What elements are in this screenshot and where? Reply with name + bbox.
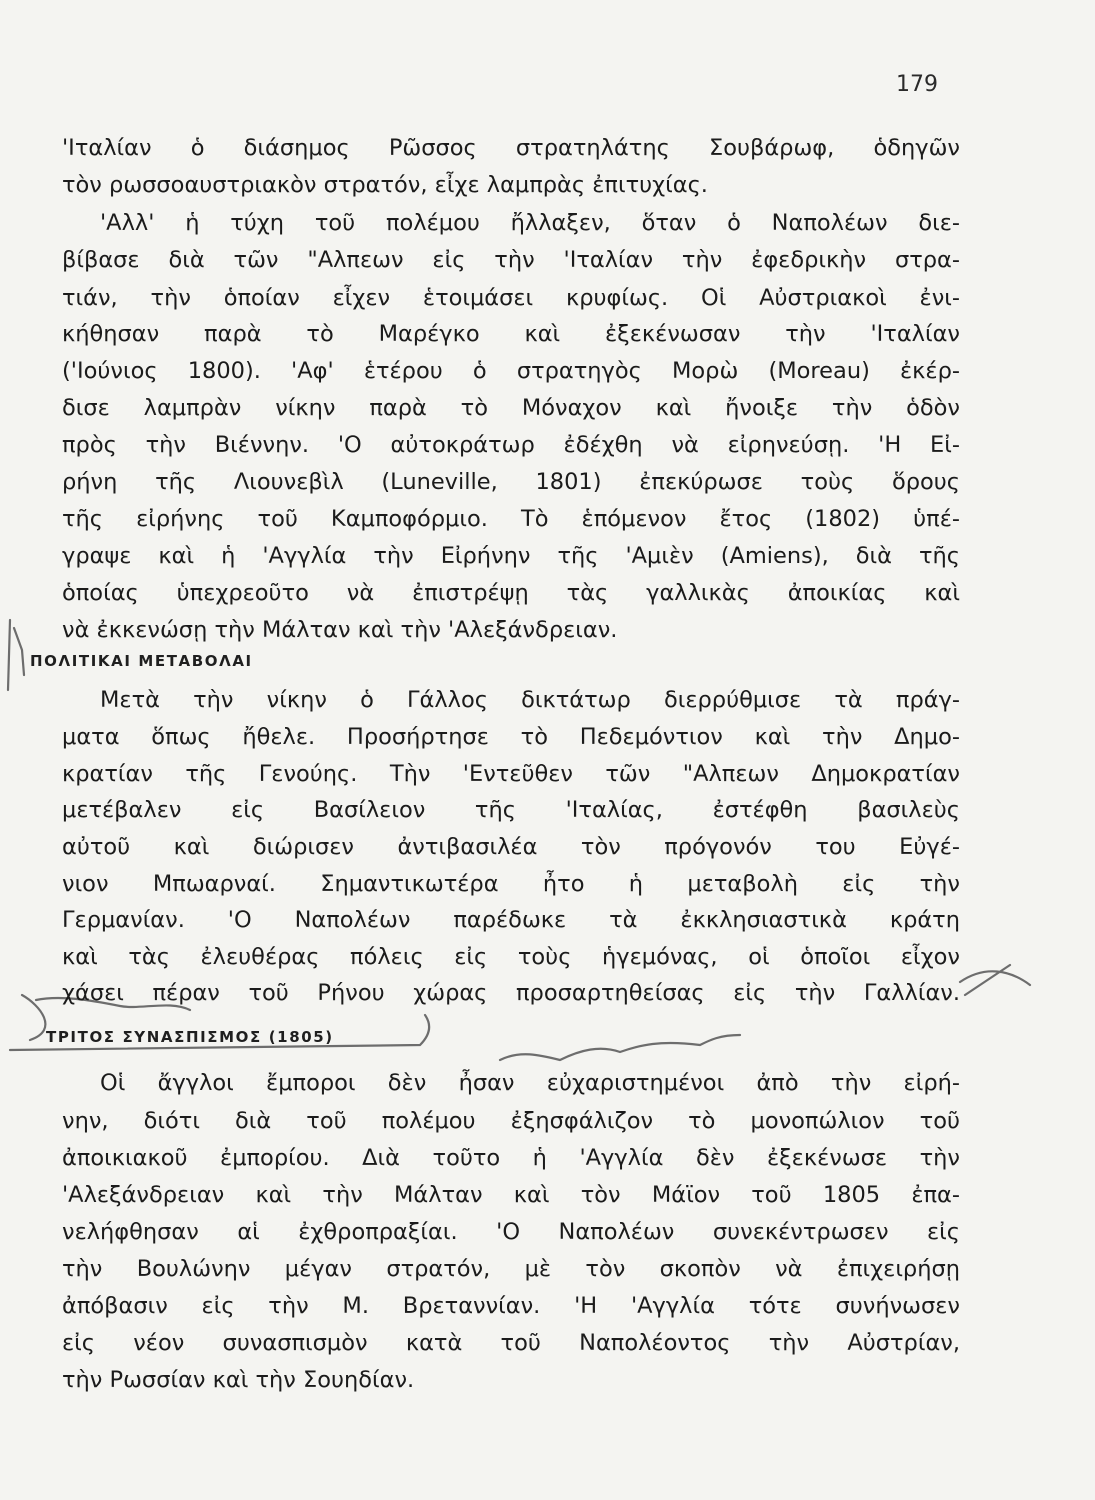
text-line: ματα ὅπως ἤθελε. Προσήρτησε τὸ Πεδεμόντιον καὶ τὴν Δημο- xyxy=(62,724,960,750)
section-heading: ΤΡΙΤΟΣ ΣΥΝΑΣΠΙΣΜΟΣ (1805) xyxy=(46,1028,334,1046)
text-line: ὁποίας ὑπεχρεοῦτο νὰ ἐπιστρέψῃ τὰς γαλλικὰς ἀποικίας καὶ xyxy=(62,580,960,606)
text-line: ἀποικιακοῦ ἐμπορίου. Διὰ τοῦτο ἡ 'Αγγλία δὲν ἐξεκένωσε τὴν xyxy=(62,1145,960,1171)
text-line: καὶ τὰς ἐλευθέρας πόλεις εἰς τοὺς ἡγεμόνας, οἱ ὁποῖοι εἶχον xyxy=(62,944,960,970)
text-line: Γερμανίαν. 'Ο Ναπολέων παρέδωκε τὰ ἐκκλησιαστικὰ κράτη xyxy=(62,907,960,933)
text-line: ('Ιούνιος 1800). 'Αφ' ἑτέρου ὁ στρατηγὸς Μορὼ (Moreau) ἐκέρ- xyxy=(62,358,960,384)
text-line: πρὸς τὴν Βιέννην. 'Ο αὐτοκράτωρ ἐδέχθη νὰ εἰρηνεύσῃ. 'Η Εἰ- xyxy=(62,432,960,458)
text-line: νιον Μπωαρναί. Σημαντικωτέρα ἦτο ἡ μεταβολὴ εἰς τὴν xyxy=(62,871,960,897)
text-line: Οἱ ἄγγλοι ἔμποροι δὲν ἦσαν εὐχαριστημένοι ἀπὸ τὴν εἰρή- xyxy=(100,1070,960,1096)
text-line: νην, διότι διὰ τοῦ πολέμου ἐξησφάλιζον τὸ μονοπώλιον τοῦ xyxy=(62,1108,960,1134)
text-line: τὴν Ρωσσίαν καὶ τὴν Σουηδίαν. xyxy=(62,1367,415,1393)
text-line: κήθησαν παρὰ τὸ Μαρέγκο καὶ ἐξεκένωσαν τὴν 'Ιταλίαν xyxy=(62,321,960,347)
text-line: νελήφθησαν αἱ ἐχθροπραξίαι. 'Ο Ναπολέων συνεκέντρωσεν εἰς xyxy=(62,1219,960,1245)
text-line: κρατίαν τῆς Γενούης. Τὴν 'Εντεῦθεν τῶν "Αλπεων Δημοκρατίαν xyxy=(62,761,960,787)
text-line: 'Αλεξάνδρειαν καὶ τὴν Μάλταν καὶ τὸν Μάϊον τοῦ 1805 ἐπα- xyxy=(62,1182,960,1208)
page-number: 179 xyxy=(896,72,938,97)
text-line: 'Αλλ' ἡ τύχη τοῦ πολέμου ἤλλαξεν, ὅταν ὁ Ναπολέων διε- xyxy=(100,210,960,236)
text-line: τὴν Βουλώνην μέγαν στρατόν, μὲ τὸν σκοπὸν νὰ ἐπιχειρήσῃ xyxy=(62,1256,960,1282)
text-line: βίβασε διὰ τῶν "Αλπεων εἰς τὴν 'Ιταλίαν τὴν ἐφεδρικὴν στρα- xyxy=(62,247,960,273)
text-line: τὸν ρωσσοαυστριακὸν στρατόν, εἶχε λαμπρὰς ἐπιτυχίας. xyxy=(62,172,708,198)
text-line: δισε λαμπρὰν νίκην παρὰ τὸ Μόναχον καὶ ἤνοιξε τὴν ὁδὸν xyxy=(62,395,960,421)
text-line: ρήνη τῆς Λιουνεβὶλ (Luneville, 1801) ἐπεκύρωσε τοὺς ὅρους xyxy=(62,469,960,495)
text-line: μετέβαλεν εἰς Βασίλειον τῆς 'Ιταλίας, ἐστέφθη βασιλεὺς xyxy=(62,797,960,823)
text-line: 'Ιταλίαν ὁ διάσημος Ρῶσσος στρατηλάτης Σουβάρωφ, ὁδηγῶν xyxy=(62,135,960,161)
text-line: νὰ ἐκκενώσῃ τὴν Μάλταν καὶ τὴν 'Αλεξάνδρειαν. xyxy=(62,617,618,643)
text-line: ἀπόβασιν εἰς τὴν Μ. Βρεταννίαν. 'Η 'Αγγλία τότε συνήνωσεν xyxy=(62,1293,960,1319)
section-heading: ΠΟΛΙΤΙΚΑΙ ΜΕΤΑΒΟΛΑΙ xyxy=(30,652,253,670)
text-line: Μετὰ τὴν νίκην ὁ Γάλλος δικτάτωρ διερρύθμισε τὰ πράγ- xyxy=(100,687,960,713)
text-line: χάσει πέραν τοῦ Ρήνου χώρας προσαρτηθείσας εἰς τὴν Γαλλίαν. xyxy=(62,980,960,1006)
text-line: τῆς εἰρήνης τοῦ Καμποφόρμιο. Τὸ ἑπόμενον ἔτος (1802) ὑπέ- xyxy=(62,506,960,532)
text-line: εἰς νέον συνασπισμὸν κατὰ τοῦ Ναπολέοντος τὴν Αὐστρίαν, xyxy=(62,1330,960,1356)
text-line: γραψε καὶ ἡ 'Αγγλία τὴν Εἰρήνην τῆς 'Αμιὲν (Amiens), διὰ τῆς xyxy=(62,543,960,569)
text-line: τιάν, τὴν ὁποίαν εἶχεν ἑτοιμάσει κρυφίως. Οἱ Αὐστριακοὶ ἐνι- xyxy=(62,285,960,311)
text-line: αὐτοῦ καὶ διώρισεν ἀντιβασιλέα τὸν πρόγονόν του Εὐγέ- xyxy=(62,834,960,860)
